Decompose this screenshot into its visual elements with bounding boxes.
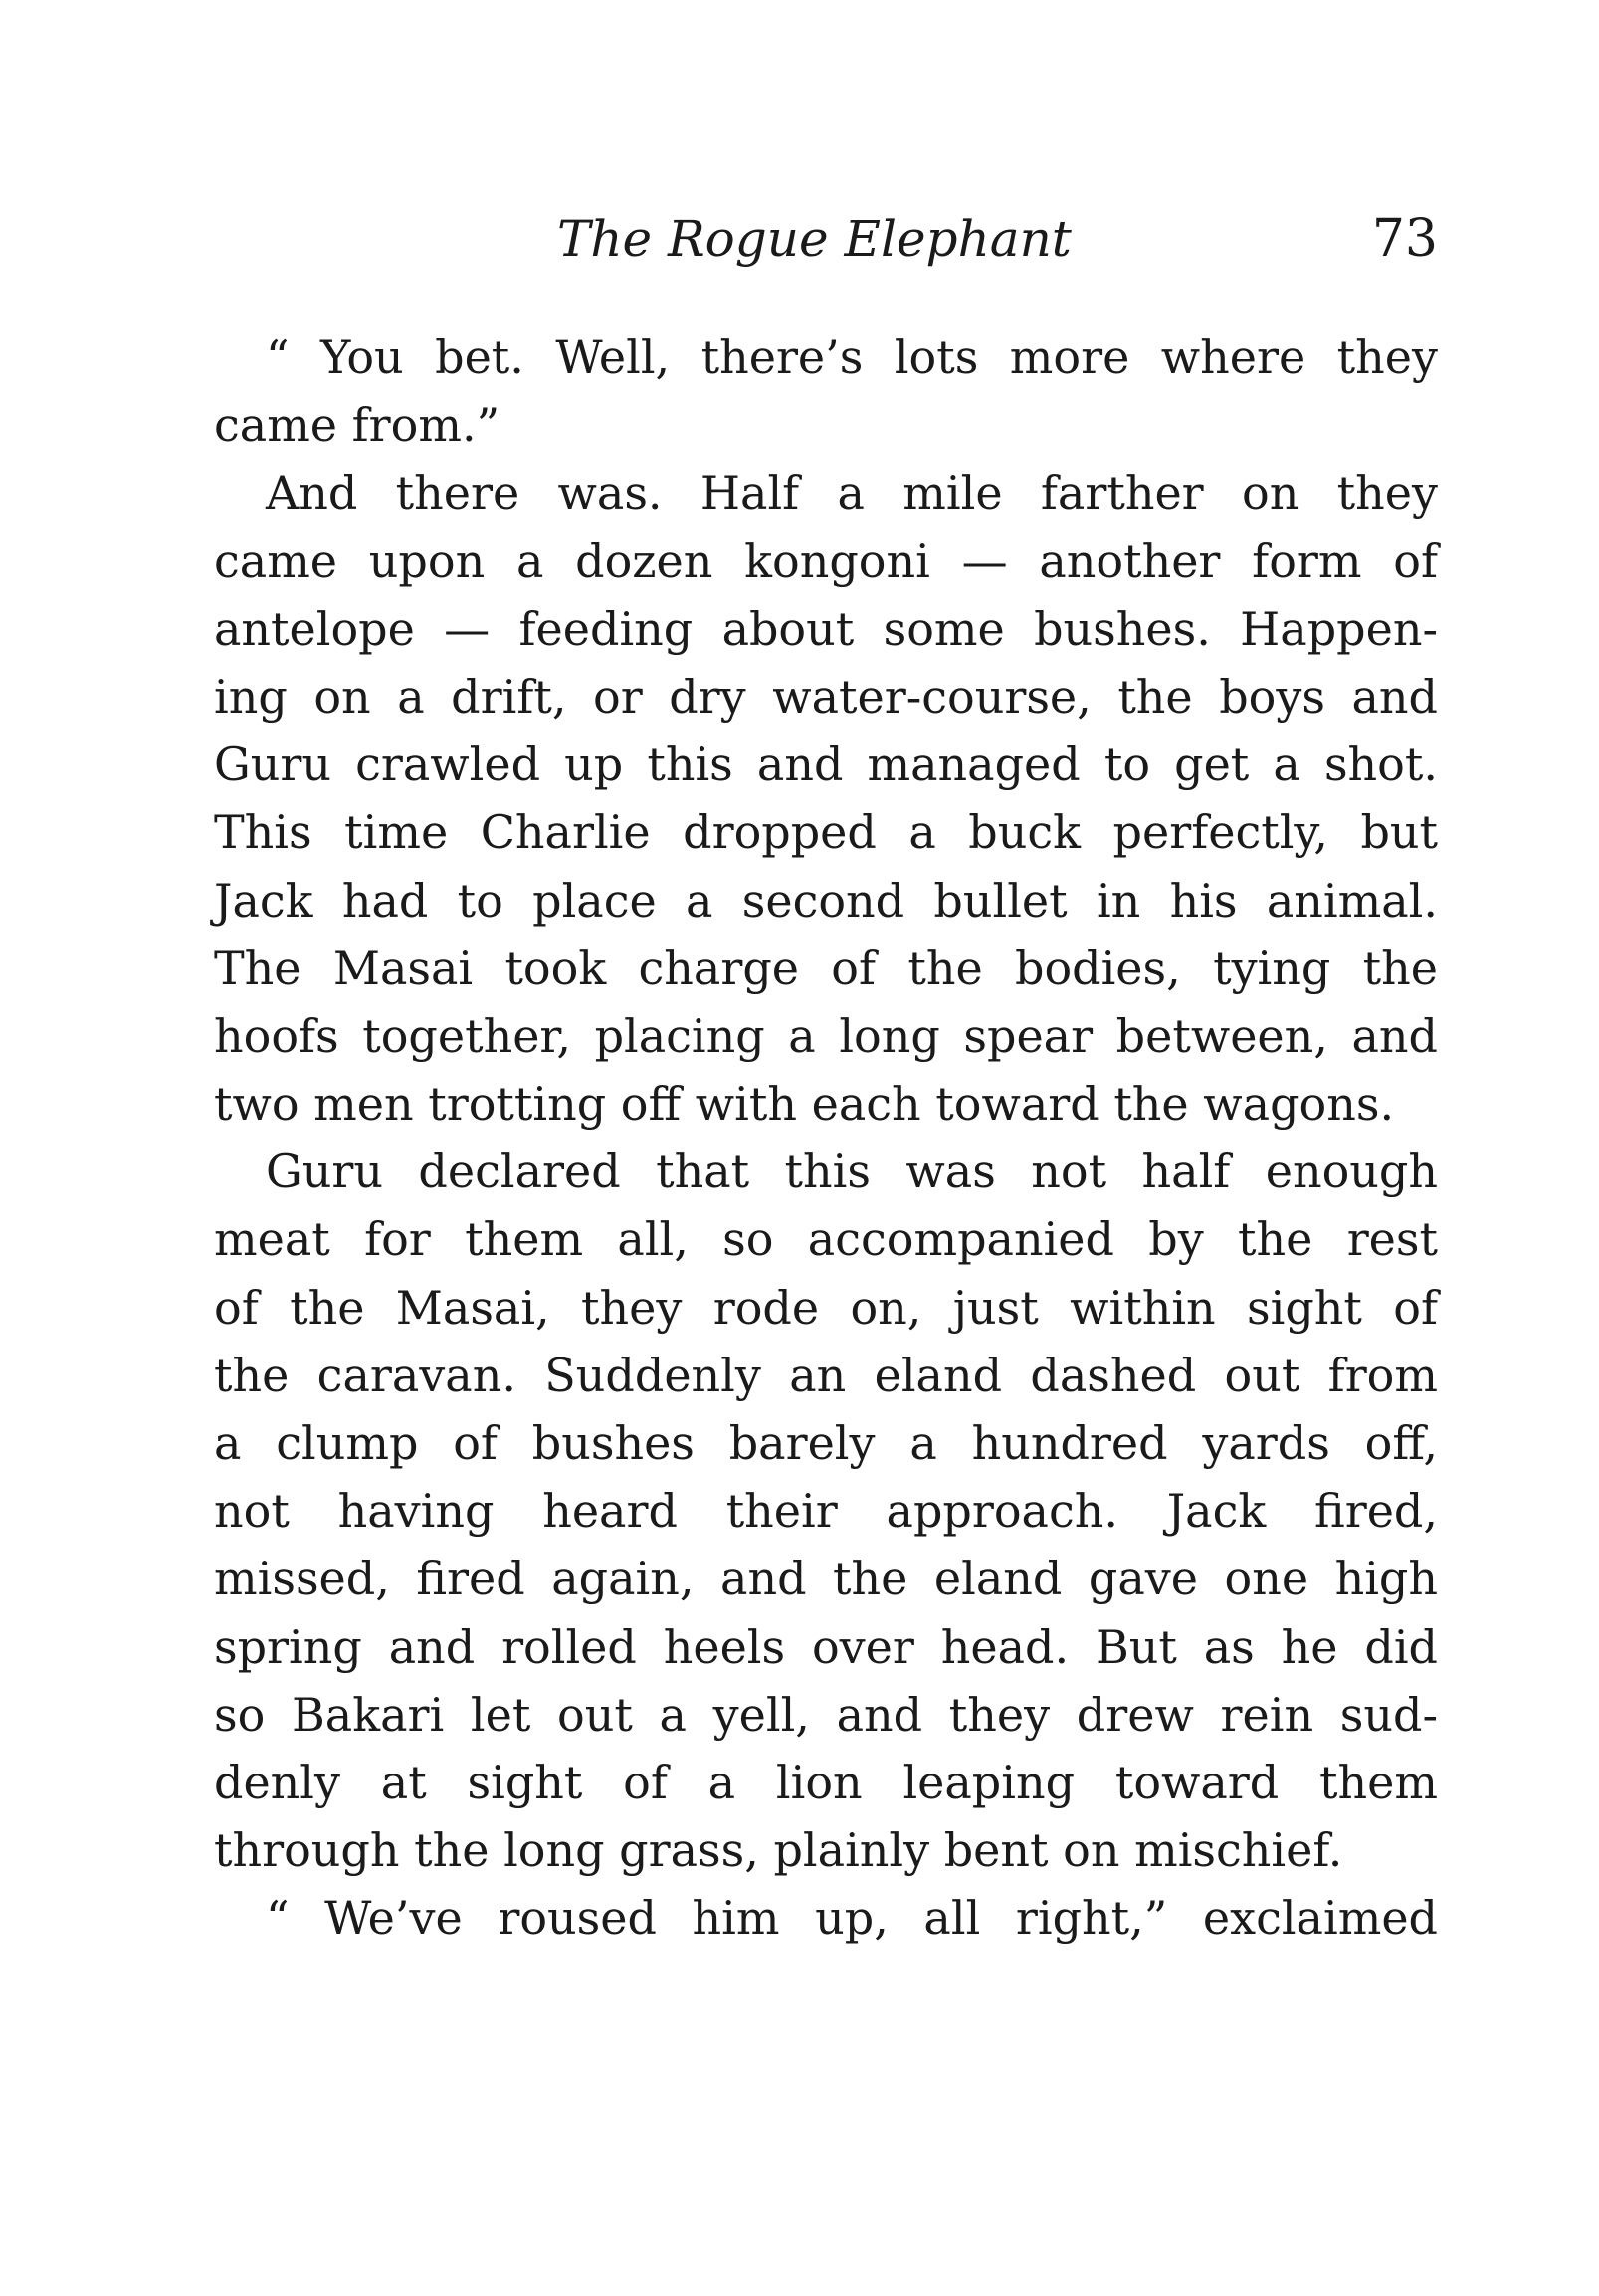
text-line: two men trotting off with each toward the wagons. bbox=[214, 1077, 1395, 1132]
text-line: denly at sight of a lion leaping toward them bbox=[214, 1755, 1438, 1809]
text-line: Guru crawled up this and managed to get a shot. bbox=[214, 737, 1438, 792]
body-text bbox=[214, 323, 1438, 1953]
text-line: came from.” bbox=[214, 398, 500, 453]
page-header bbox=[214, 204, 1438, 274]
text-line: “ We’ve roused him up, all right,” exclaimed bbox=[266, 1891, 1438, 1946]
text-line: so Bakari let out a yell, and they drew rein sud- bbox=[214, 1687, 1438, 1742]
text-line: antelope — feeding about some bushes. Happen- bbox=[214, 601, 1438, 656]
text-line: spring and rolled heels over head. But as he did bbox=[214, 1619, 1438, 1674]
text-line: meat for them all, so accompanied by the rest bbox=[214, 1212, 1438, 1267]
text-line: of the Masai, they rode on, just within sight of bbox=[214, 1280, 1438, 1335]
running-title: The Rogue Elephant bbox=[557, 210, 1072, 268]
text-line: missed, fired again, and the eland gave one high bbox=[214, 1552, 1438, 1606]
text-line: a clump of bushes barely a hundred yards off, bbox=[214, 1416, 1438, 1470]
text-line: through the long grass, plainly bent on mischief. bbox=[214, 1823, 1343, 1878]
text-line: Jack had to place a second bullet in his animal. bbox=[214, 873, 1438, 928]
page-number: 73 bbox=[1371, 209, 1438, 269]
text-line: The Masai took charge of the bodies, tying the bbox=[214, 940, 1438, 995]
text-line: not having heard their approach. Jack fired, bbox=[214, 1484, 1438, 1539]
text-line: Guru declared that this was not half enough bbox=[266, 1145, 1438, 1199]
text-line: This time Charlie dropped a buck perfectly, but bbox=[214, 805, 1438, 860]
text-line: And there was. Half a mile farther on they bbox=[266, 466, 1438, 521]
text-line: hoofs together, placing a long spear between, and bbox=[214, 1008, 1438, 1063]
text-line: “ You bet. Well, there’s lots more where they bbox=[266, 330, 1438, 384]
text-line: ing on a drift, or dry water-course, the boys and bbox=[214, 669, 1438, 724]
text-line: came upon a dozen kongoni — another form of bbox=[214, 533, 1438, 588]
text-line: the caravan. Suddenly an eland dashed out from bbox=[214, 1348, 1438, 1402]
